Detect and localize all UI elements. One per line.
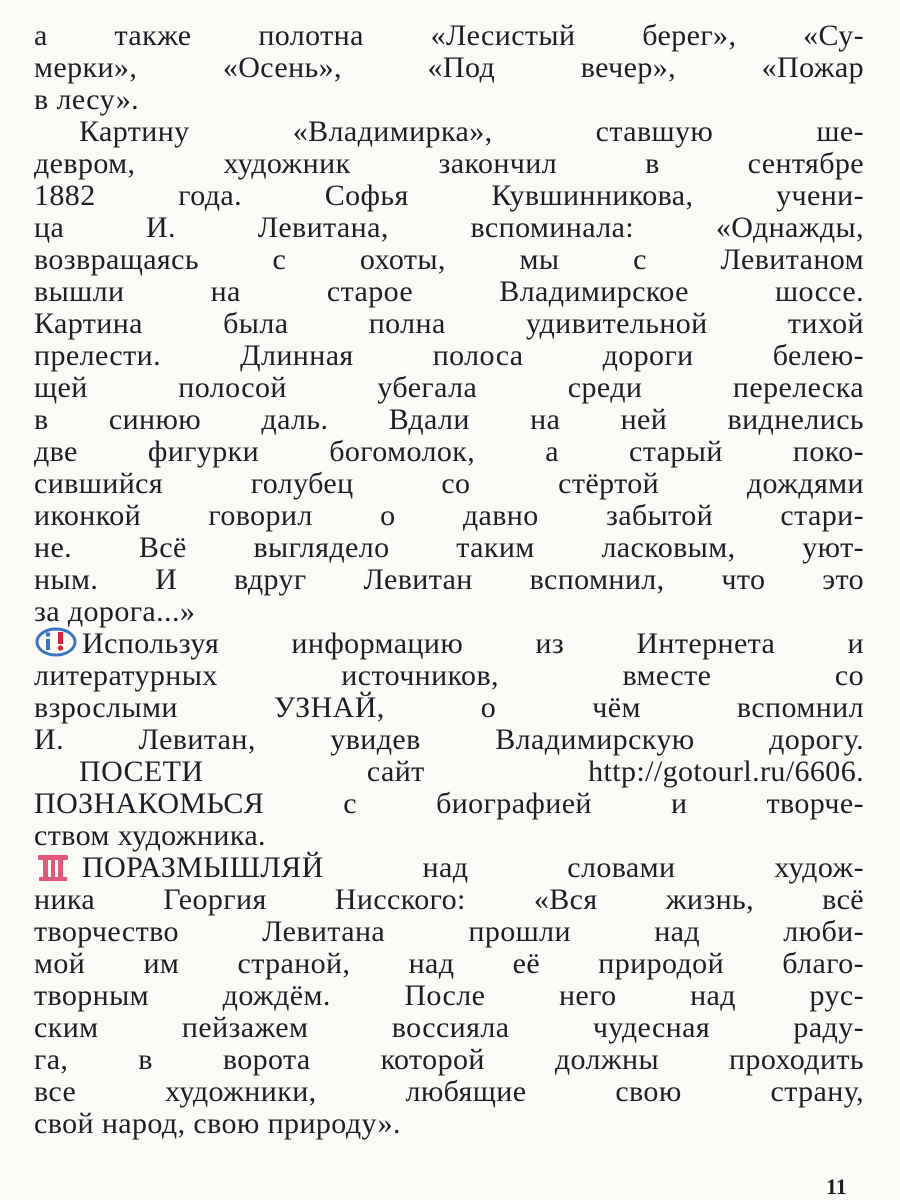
text-line: ным. И вдруг Левитан вспомнил, что это	[34, 563, 864, 596]
text-line: творчество Левитана прошли над люби-	[34, 915, 864, 948]
text-line: мой им страной, над её природой благо-	[34, 947, 864, 980]
text-line: литературных источников, вместе со	[34, 659, 864, 692]
text-line: га, в ворота которой должны проходить	[34, 1043, 864, 1076]
text-line: а также полотна «Лесистый берег», «Су-	[34, 19, 864, 52]
text-line: щей полосой убегала среди перелеска	[34, 371, 864, 404]
text-line: творным дождём. После него над рус-	[34, 979, 864, 1012]
text-line: за дорога...»	[34, 595, 196, 628]
text-line: ским пейзажем воссияла чудесная раду-	[34, 1011, 864, 1044]
text-line: все художники, любящие свою страну,	[34, 1075, 864, 1108]
text-line: вышли на старое Владимирское шоссе.	[34, 275, 864, 308]
text-line: Картину «Владимирка», ставшую ше-	[79, 115, 864, 148]
text-line: прелести. Длинная полоса дороги белею-	[34, 339, 864, 372]
page-number: 11	[826, 1174, 847, 1199]
text-line: свой народ, свою природу».	[34, 1107, 401, 1140]
text-line: ПОСЕТИ сайт http://gotourl.ru/6606.	[79, 755, 864, 788]
text-line: сившийся голубец со стёртой дождями	[34, 467, 864, 500]
text-line: Картина была полна удивительной тихой	[34, 307, 864, 340]
text-line: возвращаясь с охоты, мы с Левитаном	[34, 243, 864, 276]
text-line: ника Георгия Нисского: «Вся жизнь, всё	[34, 883, 864, 916]
text-line: ПОЗНАКОМЬСЯ с биографией и творче-	[34, 787, 864, 820]
text-line: не. Всё выглядело таким ласковым, уют-	[34, 531, 864, 564]
text-line: мерки», «Осень», «Под вечер», «Пожар	[34, 51, 864, 84]
text-line: Используя информацию из Интернета и	[82, 627, 864, 660]
text-line: ПОРАЗМЫШЛЯЙ над словами худож-	[82, 851, 864, 884]
text-line: в синюю даль. Вдали на ней виднелись	[34, 403, 864, 436]
text-line: ством художника.	[34, 819, 266, 852]
text-line: И. Левитан, увидев Владимирскую дорогу.	[34, 723, 864, 756]
text-line: ца И. Левитана, вспоминала: «Однажды,	[34, 211, 864, 244]
column-icon	[34, 852, 76, 882]
text-line: иконкой говорил о давно забытой стари-	[34, 499, 864, 532]
info-exclamation-icon	[34, 627, 78, 657]
text-line: в лесу».	[34, 83, 140, 116]
text-line: 1882 года. Софья Кувшинникова, учени-	[34, 179, 864, 212]
text-line: две фигурки богомолок, а старый поко-	[34, 435, 864, 468]
text-line: девром, художник закончил в сентябре	[34, 147, 864, 180]
text-line: взрослыми УЗНАЙ, о чём вспомнил	[34, 691, 864, 724]
